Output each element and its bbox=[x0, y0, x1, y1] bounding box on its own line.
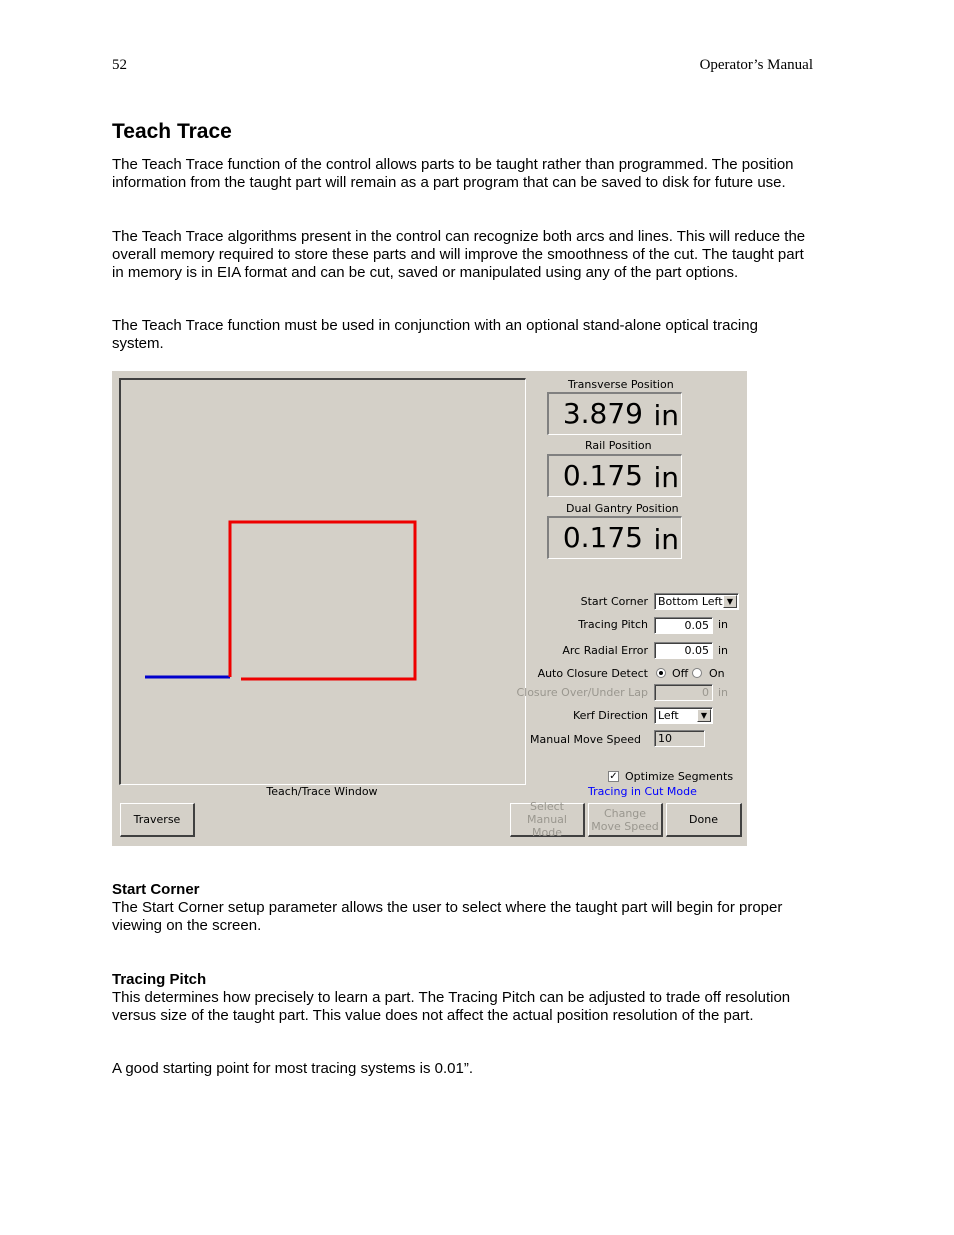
traverse-button[interactable]: Traverse bbox=[120, 803, 195, 837]
arc-radial-error-unit: in bbox=[718, 644, 729, 657]
section-title: Teach Trace bbox=[112, 120, 232, 143]
tracing-pitch-input[interactable] bbox=[654, 617, 713, 634]
manual-move-speed-field bbox=[654, 730, 705, 747]
intro-paragraph: The Teach Trace function of the control allows parts to be taught rather than programmed. The position information from the taught part will remain as a part program that can be saved to disk for future use. bbox=[112, 156, 794, 191]
kerf-direction-label: Kerf Direction bbox=[572, 709, 648, 722]
auto-closure-on-label: On bbox=[709, 667, 725, 680]
dual-gantry-position-unit: in bbox=[653, 523, 679, 556]
dual-gantry-position-label: Dual Gantry Position bbox=[566, 502, 679, 515]
change-move-speed-line2: Move Speed bbox=[591, 819, 659, 833]
manual-move-speed-value: 10 bbox=[658, 732, 672, 745]
start-corner-label: Start Corner bbox=[580, 595, 648, 608]
optimize-segments-checkbox[interactable]: ✓ bbox=[609, 771, 618, 782]
teach-trace-window bbox=[119, 378, 526, 785]
closure-overlap-unit: in bbox=[718, 686, 729, 699]
manual-title: Operator’s Manual bbox=[699, 57, 813, 73]
kerf-direction-select[interactable] bbox=[654, 707, 713, 724]
done-button[interactable]: Done bbox=[666, 803, 742, 837]
closure-overlap-value: 0 bbox=[702, 686, 709, 699]
start-corner-text: The Start Corner setup parameter allows the user to select where the taught part will begin for proper viewing on the screen. bbox=[112, 899, 783, 934]
dual-gantry-position-display bbox=[547, 516, 682, 559]
chevron-down-icon[interactable]: ▼ bbox=[723, 595, 737, 608]
start-corner-heading: Start Corner bbox=[112, 881, 200, 898]
start-corner-select[interactable] bbox=[654, 593, 739, 610]
transverse-position-unit: in bbox=[653, 399, 679, 432]
change-move-speed-line1: Change bbox=[603, 806, 647, 820]
part-outline bbox=[230, 522, 415, 679]
start-corner-value: Bottom Left bbox=[658, 595, 723, 608]
rail-position-label: Rail Position bbox=[585, 439, 652, 452]
teach-trace-screenshot bbox=[112, 371, 747, 846]
tracing-pitch-text: This determines how precisely to learn a part. The Tracing Pitch can be adjusted to trade off resolution versus size of the taught part. This value does not affect the actual position resolution of the part. bbox=[112, 989, 791, 1024]
transverse-position-display bbox=[547, 392, 682, 435]
auto-closure-on-radio[interactable] bbox=[692, 668, 702, 678]
tracing-pitch-label: Tracing Pitch bbox=[578, 618, 648, 631]
arc-radial-error-input[interactable] bbox=[654, 642, 713, 659]
auto-closure-off-radio[interactable] bbox=[656, 668, 666, 678]
transverse-position-value: 3.879 bbox=[562, 397, 643, 430]
select-manual-mode-button bbox=[510, 800, 585, 839]
closure-overlap-input bbox=[654, 684, 713, 701]
auto-closure-off-label: Off bbox=[672, 667, 689, 680]
window-caption: Teach/Trace Window bbox=[266, 785, 378, 798]
optical-tracing-paragraph: The Teach Trace function must be used in conjunction with an optional stand-alone optical tracing system. bbox=[112, 317, 758, 352]
arc-radial-error-label: Arc Radial Error bbox=[562, 644, 648, 657]
tracing-pitch-value: 0.05 bbox=[684, 619, 709, 632]
tracing-pitch-heading: Tracing Pitch bbox=[112, 971, 207, 988]
manual-move-speed-label: Manual Move Speed bbox=[530, 733, 641, 746]
optimize-segments-label: Optimize Segments bbox=[625, 770, 734, 783]
kerf-direction-value: Left bbox=[658, 709, 679, 722]
page-number: 52 bbox=[112, 57, 127, 73]
tracing-pitch-unit: in bbox=[718, 618, 729, 631]
tracing-mode-status: Tracing in Cut Mode bbox=[588, 785, 697, 798]
rail-position-unit: in bbox=[653, 461, 679, 494]
auto-closure-label: Auto Closure Detect bbox=[537, 667, 648, 680]
rail-position-value: 0.175 bbox=[562, 459, 643, 492]
rail-position-display bbox=[547, 454, 682, 497]
arc-radial-error-value: 0.05 bbox=[684, 644, 709, 657]
chevron-down-icon[interactable]: ▼ bbox=[697, 709, 711, 722]
select-manual-mode-line1: Select bbox=[530, 800, 564, 813]
select-manual-mode-line2: Manual Mode bbox=[527, 813, 567, 839]
change-move-speed-button bbox=[588, 803, 663, 837]
trace-drawing bbox=[121, 380, 525, 784]
closure-overlap-label: Closure Over/Under Lap bbox=[516, 686, 648, 699]
algorithms-paragraph: The Teach Trace algorithms present in the control can recognize both arcs and lines. This will reduce the overall memory required to store these parts and will improve the smoothness of the cut. The taught part in memory is in EIA format and can be cut, saved or manipulated using any of the part options. bbox=[112, 228, 806, 281]
transverse-position-label: Transverse Position bbox=[568, 378, 674, 391]
dual-gantry-position-value: 0.175 bbox=[562, 521, 643, 554]
tracing-pitch-note: A good starting point for most tracing systems is 0.01”. bbox=[112, 1060, 473, 1077]
